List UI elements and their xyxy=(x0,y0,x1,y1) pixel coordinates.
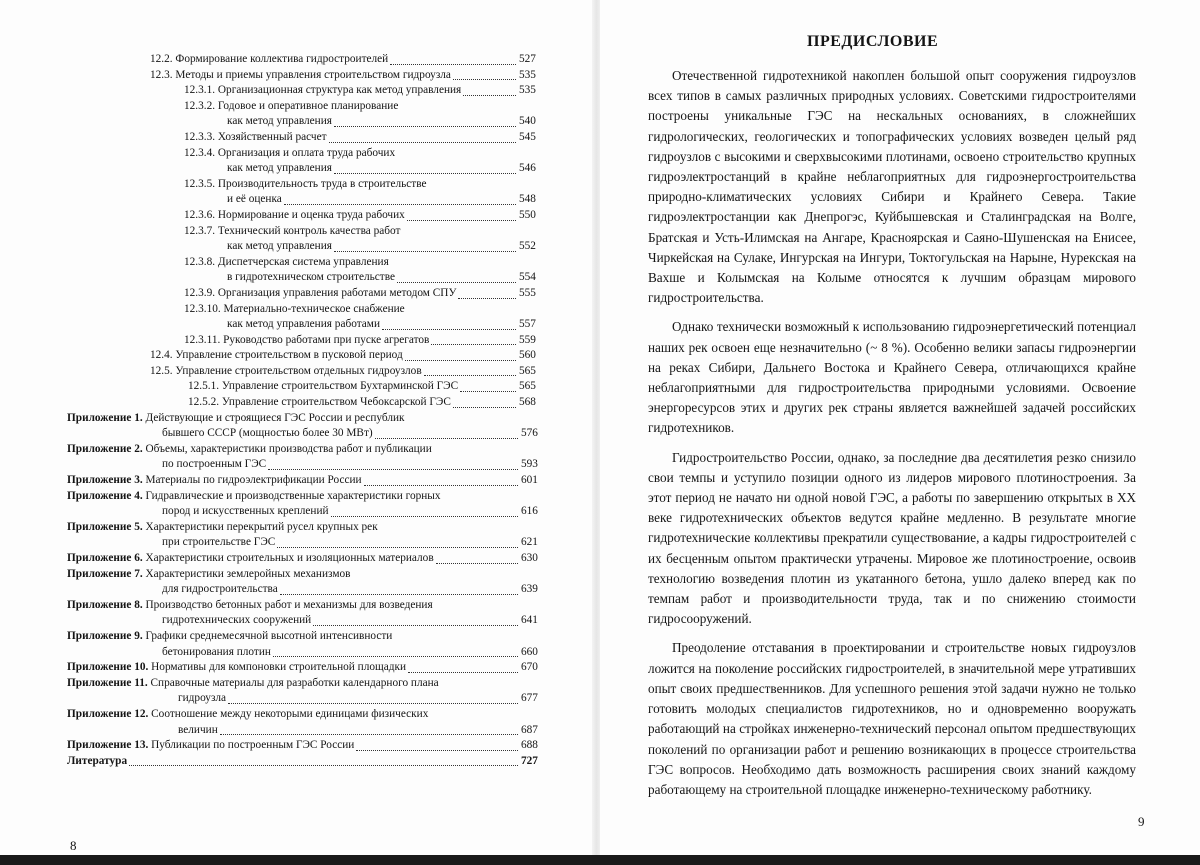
toc-leader-dots xyxy=(352,578,518,579)
toc-entry-title: 12.3.6. Нормирование и оценка труда рабочих xyxy=(184,208,405,221)
toc-entry-title: Приложение 1. Действующие и строящиеся ГЭС России и республик xyxy=(67,411,405,424)
toc-entry xyxy=(67,660,547,676)
toc-leader-dots xyxy=(424,374,516,376)
toc-page-number: 548 xyxy=(519,193,536,206)
toc-entry xyxy=(150,52,545,68)
toc-leader-dots xyxy=(364,484,518,486)
toc-leader-dots xyxy=(429,188,516,189)
toc-entry xyxy=(227,114,545,130)
toc-leader-dots xyxy=(277,546,518,548)
toc-entry xyxy=(184,255,545,271)
toc-page-number: 621 xyxy=(521,536,538,549)
toc-entry xyxy=(184,224,545,240)
toc-leader-dots xyxy=(400,110,516,111)
toc-entry-title: гидроузла xyxy=(178,692,227,705)
toc-entry xyxy=(67,598,547,614)
toc-page-number: 568 xyxy=(519,396,536,409)
toc-entry-title: Приложение 7. Характеристики землеройных механизмов xyxy=(67,567,351,580)
toc-leader-dots xyxy=(407,219,516,221)
toc-leader-dots xyxy=(268,468,518,470)
toc-entry xyxy=(67,738,547,754)
toc-entry xyxy=(162,457,547,473)
toc-leader-dots xyxy=(220,733,518,735)
toc-page-number: 601 xyxy=(521,474,538,487)
toc-leader-dots xyxy=(436,562,518,564)
toc-leader-dots xyxy=(460,390,516,392)
toc-entry xyxy=(178,691,547,707)
toc-leader-dots xyxy=(329,141,516,143)
toc-entry xyxy=(67,489,547,505)
toc-entry xyxy=(184,333,545,349)
toc-page-number: 545 xyxy=(519,130,536,143)
toc-page-number: 527 xyxy=(519,53,536,65)
toc-entry xyxy=(150,364,545,380)
toc-page-number: 677 xyxy=(521,692,538,705)
toc-page-number: 554 xyxy=(519,271,536,284)
toc-entry xyxy=(67,551,547,567)
toc-entry-title: 12.5. Управление строительством отдельных гидроузлов xyxy=(150,364,422,377)
toc-page-number: 565 xyxy=(519,380,536,393)
toc-entry-title: и её оценка xyxy=(227,193,282,206)
toc-entry xyxy=(162,582,547,598)
toc-leader-dots xyxy=(430,719,518,720)
toc-page-number: 639 xyxy=(521,583,538,596)
toc-entry-title: 12.3.3. Хозяйственный расчет xyxy=(184,130,327,143)
toc-entry xyxy=(184,286,545,302)
toc-leader-dots xyxy=(453,406,516,408)
toc-page-number: 616 xyxy=(521,505,538,518)
toc-entry-title: для гидростроительства xyxy=(162,583,278,596)
toc-entry-title: Приложение 6. Характеристики строительных и изоляционных материалов xyxy=(67,552,434,564)
right-page xyxy=(600,0,1200,865)
toc-page-number: 557 xyxy=(519,318,536,331)
toc-page-number: 630 xyxy=(521,552,538,564)
toc-entry-title: по построенным ГЭС xyxy=(162,458,267,471)
page-number-right: 9 xyxy=(1138,814,1145,829)
toc-page-number: 727 xyxy=(521,754,538,767)
toc-entry xyxy=(150,68,545,84)
toc-entry-title: 12.3.2. Годовое и оперативное планирование xyxy=(184,99,399,112)
toc-entry xyxy=(162,645,547,661)
toc-entry-title: как метод управления xyxy=(227,162,332,175)
toc-leader-dots xyxy=(443,500,518,501)
toc-leader-dots xyxy=(129,764,518,766)
toc-page-number: 559 xyxy=(519,333,536,346)
toc-entry-title: Приложение 9. Графики среднемесячной высотной интенсивности xyxy=(67,629,393,642)
toc-leader-dots xyxy=(458,297,516,299)
toc-page-number: 560 xyxy=(519,349,536,362)
paragraph: Однако технически возможный к использованию гидроэнергетический потенциал наших рек освоен еще незначительно (~ 8 %). Особенно велики запасы гидроэнергии на реках Сибири, Дальнего Востока и Крайнего Севера, отличающихся крайне неблагоприятными для гидростроительства природными условиями. Освоение энергоресурсов этих и других рек страны является важнейшей задачей российских гидротехников. xyxy=(648,319,1136,436)
toc-entry-title: Приложение 4. Гидравлические и производственные характеристики горных xyxy=(67,489,441,502)
toc-entry xyxy=(162,504,547,520)
toc-leader-dots xyxy=(280,593,518,595)
toc-entry-title: 12.3.8. Диспетчерская система управления xyxy=(184,255,389,268)
toc-entry xyxy=(67,567,547,583)
toc-leader-dots xyxy=(435,609,518,610)
toc-entry xyxy=(162,613,547,629)
toc-entry-title: 12.5.2. Управление строительством Чебоксарской ГЭС xyxy=(188,396,451,409)
toc-leader-dots xyxy=(390,63,516,65)
toc-leader-dots xyxy=(284,203,516,205)
toc-page-number: 593 xyxy=(521,458,538,471)
toc-entry xyxy=(184,146,545,162)
toc-entry xyxy=(67,629,547,645)
table-of-contents xyxy=(0,52,595,769)
scan-border xyxy=(0,855,1200,865)
toc-page-number: 546 xyxy=(519,162,536,175)
toc-entry-title: как метод управления xyxy=(227,115,332,128)
toc-entry-title: 12.4. Управление строительством в пусковой период xyxy=(150,349,403,362)
toc-entry xyxy=(150,348,545,364)
page-number-left: 8 xyxy=(70,838,77,853)
toc-entry-title: как метод управления работами xyxy=(227,318,380,331)
toc-leader-dots xyxy=(402,235,516,236)
toc-leader-dots xyxy=(375,437,518,439)
toc-leader-dots xyxy=(453,78,516,80)
toc-entry xyxy=(184,99,545,115)
toc-entry xyxy=(178,723,547,739)
toc-leader-dots xyxy=(380,531,518,532)
toc-leader-dots xyxy=(391,266,516,267)
toc-entry xyxy=(188,379,545,395)
page-title: ПРЕДИСЛОВИЕ xyxy=(807,33,939,50)
toc-leader-dots xyxy=(397,157,516,158)
toc-page-number: 552 xyxy=(519,240,536,253)
toc-entry-title: пород и искусственных креплений xyxy=(162,505,329,518)
toc-leader-dots xyxy=(397,281,516,283)
toc-entry xyxy=(67,754,547,770)
toc-leader-dots xyxy=(273,655,518,657)
toc-page-number: 540 xyxy=(519,115,536,128)
toc-page-number: 535 xyxy=(519,84,536,97)
toc-entry-title: 12.3.5. Производительность труда в строительстве xyxy=(184,177,427,190)
toc-entry xyxy=(67,676,547,692)
toc-entry-title: величин xyxy=(178,723,218,736)
toc-entry xyxy=(67,442,547,458)
toc-entry xyxy=(227,317,545,333)
toc-entry-title: Приложение 3. Материалы по гидроэлектрификации России xyxy=(67,474,362,487)
toc-leader-dots xyxy=(394,641,518,642)
toc-page-number: 687 xyxy=(521,723,538,736)
toc-leader-dots xyxy=(463,94,516,96)
toc-entry-title: бывшего СССР (мощностью более 30 МВт) xyxy=(162,427,373,440)
toc-entry xyxy=(227,239,545,255)
toc-entry xyxy=(184,208,545,224)
toc-leader-dots xyxy=(356,749,518,751)
toc-entry-title: Приложение 5. Характеристики перекрытий русел крупных рек xyxy=(67,520,378,533)
toc-entry-title: 12.3.4. Организация и оплата труда рабочих xyxy=(184,146,396,159)
toc-entry xyxy=(188,395,545,411)
toc-entry xyxy=(184,83,545,99)
toc-entry-title: 12.5.1. Управление строительством Бухтарминской ГЭС xyxy=(188,380,459,393)
toc-entry-title: 12.3.9. Организация управления работами методом СПУ xyxy=(184,286,457,299)
toc-page-number: 535 xyxy=(519,68,536,81)
paragraph: Отечественной гидротехникой накоплен большой опыт сооружения гидроузлов всех типов в самых различных природных условиях. Советскими гидростроителями построены уникальные ГЭС на нескальных основаниях, в сложнейших гидрологических, геологических и топографических условиях возведен целый ряд гидроузлов с высокими и сверхвысокими плотинами, освоено строительство крупных гидроэлектростанций в крайне неблагоприятных для гидроэнергостроительства природно-климатических условиях Сибири и Крайнего Севера. Такие гидроэлектростанции как Днепрогэс, Куйбышевская и Сталинградская на Волге, Братская и Усть-Илимская на Ангаре, Красноярская и Саяно-Шушенская на Енисее, Чиркейская на Сулаке, Ингурская на Ингури, Токтогульская на Нарыне, Нурекская на Вахше и Колымская на Колыме относятся к лучшим образцам мирового гидростроительства. xyxy=(648,68,1136,306)
toc-entry-title: Приложение 10. Нормативы для компоновки строительной площадки xyxy=(67,661,407,674)
preface-text xyxy=(648,66,1136,809)
paragraph: Преодоление отставания в проектировании и строительстве новых гидроузлов ложится на поколение российских гидростроителей, в значительной мере утративших опыт своих предшественников. Для успешного решения этой задачи нужно не только готовить молодых специалистов гидротехников, но и одновременно вооружать работающий на стройках инженерно-технический персонал опытом предшествующих поколений по организации работ и решению возникающих в процессе строительства ГЭС вопросов. Необходимо дать возможность расширения своих знаний каждому работающему на строительной площадке инженерно-техническому работнику. xyxy=(648,640,1136,797)
toc-entry xyxy=(67,473,547,489)
toc-entry xyxy=(184,130,545,146)
toc-entry xyxy=(162,426,547,442)
toc-entry-title: Приложение 12. Соотношение между некоторыми единицами физических xyxy=(67,707,429,720)
toc-page-number: 660 xyxy=(521,645,538,658)
toc-leader-dots xyxy=(434,453,518,454)
toc-entry-title: Приложение 13. Публикации по построенным ГЭС России xyxy=(67,739,355,752)
toc-leader-dots xyxy=(228,702,518,704)
toc-leader-dots xyxy=(334,250,516,252)
toc-leader-dots xyxy=(334,125,516,127)
toc-leader-dots xyxy=(334,172,516,174)
toc-entry-title: Приложение 2. Объемы, характеристики производства работ и публикации xyxy=(67,442,432,455)
toc-page-number: 688 xyxy=(521,739,538,752)
toc-entry-title: 12.3.11. Руководство работами при пуске агрегатов xyxy=(184,333,430,346)
toc-entry-title: гидротехнических сооружений xyxy=(162,614,312,627)
toc-leader-dots xyxy=(441,687,518,688)
toc-entry xyxy=(162,535,547,551)
toc-page-number: 550 xyxy=(519,208,536,221)
toc-leader-dots xyxy=(405,359,516,361)
toc-page-number: 555 xyxy=(519,286,536,299)
toc-leader-dots xyxy=(431,343,516,345)
toc-entry-title: 12.3. Методы и приемы управления строительством гидроузла xyxy=(150,68,451,81)
toc-entry xyxy=(67,707,547,723)
toc-entry xyxy=(67,411,547,427)
toc-page-number: 670 xyxy=(521,661,538,674)
toc-entry xyxy=(227,192,545,208)
toc-entry-title: 12.3.1. Организационная структура как метод управления xyxy=(184,84,462,97)
toc-entry-title: Приложение 11. Справочные материалы для разработки календарного плана xyxy=(67,676,439,689)
paragraph: Гидростроительство России, однако, за последние два десятилетия резко снизило свои темпы и уступило позиции одного из лидеров мирового плотиностроения. За этот период не начато ни одной новой ГЭС, а работы по завершению открытых в XX веке гидротехнических объектов ведутся крайне медленно. В результате многие гидротехнические коллективы прекратили существование, а кадры гидростроителей с их бесценным опытом практически утрачены. Мировое же плотиностроение, освоив технологию возведения плотин из укатанного бетона, ушло далеко вперед как по темпам работ и производительности труда, так и по снижению стоимости гидросооружений. xyxy=(648,449,1136,627)
toc-entry-title: в гидротехническом строительстве xyxy=(227,271,395,284)
toc-leader-dots xyxy=(313,624,518,626)
toc-entry xyxy=(227,161,545,177)
toc-leader-dots xyxy=(407,422,518,423)
toc-page-number: 565 xyxy=(519,364,536,377)
toc-entry xyxy=(67,520,547,536)
toc-page-number: 641 xyxy=(521,614,538,627)
toc-entry-title: как метод управления xyxy=(227,240,332,253)
toc-page-number: 576 xyxy=(521,427,538,440)
toc-entry-title: 12.3.7. Технический контроль качества работ xyxy=(184,224,401,237)
toc-entry-title: 12.2. Формирование коллектива гидростроителей xyxy=(150,53,389,65)
toc-entry-title: 12.3.10. Материально-техническое снабжение xyxy=(184,302,405,315)
toc-entry-title: Приложение 8. Производство бетонных работ и механизмы для возведения xyxy=(67,598,433,611)
toc-leader-dots xyxy=(407,313,516,314)
toc-leader-dots xyxy=(331,515,518,517)
toc-entry xyxy=(184,302,545,318)
toc-entry xyxy=(184,177,545,193)
toc-entry-title: Литература xyxy=(67,754,128,767)
toc-leader-dots xyxy=(382,328,516,330)
toc-leader-dots xyxy=(408,671,518,673)
toc-entry-title: при строительстве ГЭС xyxy=(162,536,276,549)
toc-entry xyxy=(227,270,545,286)
toc-entry-title: бетонирования плотин xyxy=(162,645,271,658)
left-page xyxy=(0,0,595,865)
